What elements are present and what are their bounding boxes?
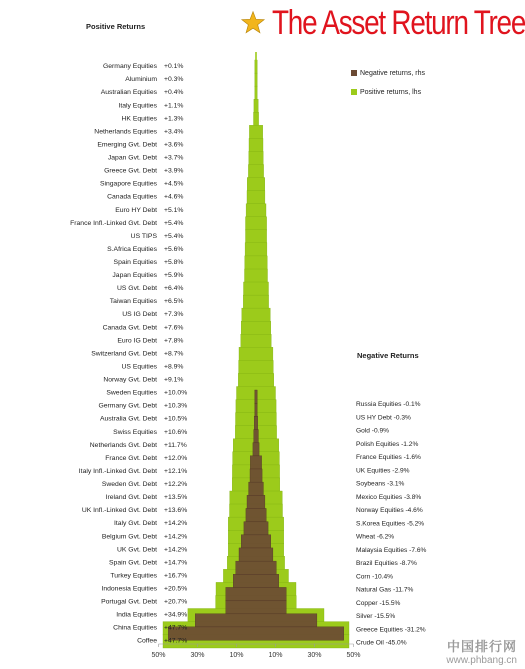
positive-returns-heading: Positive Returns (86, 22, 146, 31)
positive-value-label: +5.4% (164, 232, 184, 240)
positive-asset-label: UK Gvt. Debt (116, 546, 157, 554)
positive-value-label: +12.0% (164, 454, 188, 462)
positive-value-label: +3.6% (164, 141, 184, 149)
negative-asset-label: Soybeans -3.1% (356, 480, 405, 488)
negative-bar (195, 614, 317, 628)
negative-bar (241, 535, 271, 549)
negative-asset-label: Russia Equities -0.1% (356, 401, 421, 408)
negative-asset-label: Natural Gas -11.7% (356, 586, 414, 594)
negative-bar (226, 587, 286, 601)
positive-asset-label: Germany Gvt. Debt (98, 402, 157, 410)
watermark-url: www.phbang.cn (446, 655, 517, 666)
negative-bar (239, 548, 273, 562)
positive-asset-label: Canada Gvt. Debt (102, 324, 157, 332)
positive-value-label: +4.5% (164, 180, 184, 188)
positive-bar (255, 73, 257, 86)
positive-asset-label: HK Equities (121, 115, 157, 123)
negative-bar (246, 508, 266, 522)
negative-asset-label: Greece Equities -31.2% (356, 626, 426, 634)
positive-value-label: +0.1% (164, 63, 184, 71)
positive-bar (245, 243, 267, 256)
positive-value-label: +14.2% (164, 520, 188, 528)
positive-asset-label: Coffee (137, 637, 157, 645)
legend-label-negative: Negative returns, rhs (360, 69, 425, 77)
positive-value-label: +12.1% (164, 468, 188, 475)
positive-asset-label: Sweden Gvt. Debt (101, 481, 157, 488)
positive-asset-label: Spain Equities (113, 259, 157, 266)
chart-title: The Asset Return Tree (272, 3, 525, 42)
positive-value-label: +10.3% (164, 402, 188, 410)
x-tick-label: 10% (229, 652, 244, 659)
positive-value-label: +13.6% (164, 507, 188, 515)
positive-asset-label: Indonesia Equities (101, 585, 157, 593)
negative-asset-label: US HY Debt -0.3% (356, 414, 411, 422)
negative-asset-label: Corn -10.4% (356, 573, 394, 581)
positive-asset-label: Canada Equities (107, 193, 157, 201)
positive-bar (242, 308, 270, 321)
positive-bar (249, 125, 262, 138)
watermark-logo (446, 636, 517, 666)
positive-asset-label: S.Africa Equities (107, 245, 157, 253)
positive-value-label: +4.6% (164, 193, 184, 201)
positive-bar (246, 217, 267, 230)
positive-asset-label: Singapore Equities (99, 180, 157, 188)
negative-bar (168, 627, 343, 641)
positive-value-label: +10.5% (164, 415, 188, 423)
positive-bar (241, 321, 271, 334)
positive-value-label: +14.7% (164, 559, 188, 567)
negative-bar (249, 482, 264, 496)
positive-bar (239, 347, 273, 360)
positive-value-label: +13.5% (164, 494, 188, 502)
positive-asset-label: US Gvt. Debt (116, 285, 157, 293)
positive-value-label: +12.2% (164, 481, 188, 488)
negative-bar (250, 456, 261, 470)
tree-layers (163, 52, 349, 648)
positive-bar (246, 204, 266, 217)
positive-asset-label: France Gvt. Debt (105, 454, 157, 462)
positive-value-label: +0.4% (164, 89, 184, 97)
positive-value-label: +8.9% (164, 363, 184, 371)
negative-asset-label: Brazil Equities -8.7% (356, 560, 417, 567)
positive-asset-label: Italy Infl.-Linked Gvt. Debt (78, 468, 157, 475)
positive-asset-label: US Equities (121, 363, 157, 371)
positive-value-label: +3.9% (164, 167, 184, 175)
negative-asset-label: S.Korea Equities -5.2% (356, 520, 425, 528)
positive-value-label: +3.4% (164, 128, 184, 136)
positive-asset-label: Swiss Equities (113, 428, 157, 436)
positive-bar (249, 151, 263, 164)
negative-asset-label: Wheat -6.2% (356, 533, 395, 541)
negative-bar (255, 403, 257, 417)
x-tick-label: 50% (151, 652, 166, 659)
negative-asset-label: Silver -15.5% (356, 613, 396, 620)
positive-value-label: +47.7% (164, 624, 188, 632)
positive-value-label: +34.9% (164, 611, 188, 619)
negative-asset-label: Crude Oil -45.0% (356, 639, 407, 647)
positive-asset-label: Switzerland Gvt. Debt (91, 350, 157, 358)
positive-value-label: +5.4% (164, 219, 184, 227)
positive-asset-label: Turkey Equities (110, 572, 157, 580)
positive-value-label: +1.3% (164, 115, 184, 123)
positive-value-label: +5.8% (164, 259, 184, 266)
positive-value-label: +3.7% (164, 154, 184, 162)
positive-asset-label: Japan Gvt. Debt (107, 154, 157, 162)
x-tick-label: 30% (190, 652, 205, 659)
positive-asset-label: Spain Gvt. Debt (109, 559, 157, 567)
negative-bar (250, 469, 262, 483)
positive-asset-label: India Equities (116, 611, 157, 619)
positive-bar (238, 373, 273, 386)
positive-bar (254, 99, 258, 112)
negative-bar (253, 443, 259, 457)
positive-asset-label: Euro IG Debt (117, 337, 157, 345)
negative-bar (226, 601, 286, 615)
positive-asset-label: Australian Equities (100, 89, 157, 97)
positive-value-label: +47.7% (164, 637, 188, 645)
positive-value-label: +7.3% (164, 311, 184, 319)
positive-bar (245, 256, 268, 269)
positive-asset-label: Australia Gvt. Debt (99, 415, 157, 423)
positive-asset-label: UK Infl.-Linked Gvt. Debt (81, 507, 157, 515)
positive-asset-label: China Equities (113, 624, 157, 632)
tree-apex (255, 52, 257, 62)
negative-asset-label: Norway Equities -4.6% (356, 507, 423, 514)
positive-value-label: +5.1% (164, 206, 184, 214)
positive-asset-label: Belgium Gvt. Debt (101, 533, 157, 541)
positive-value-label: +7.6% (164, 324, 184, 332)
positive-asset-label: Ireland Gvt. Debt (105, 494, 157, 502)
positive-asset-label: Norway Gvt. Debt (103, 376, 157, 384)
positive-bar (245, 269, 268, 282)
positive-asset-label: US IG Debt (122, 311, 157, 319)
negative-bar (233, 574, 279, 588)
positive-asset-label: Netherlands Equities (94, 128, 157, 136)
negative-bar (244, 522, 268, 536)
positive-bar (239, 360, 274, 373)
positive-asset-label: Sweden Equities (106, 389, 157, 397)
positive-value-label: +9.1% (164, 376, 184, 384)
x-tick-label: 30% (307, 652, 322, 659)
positive-bar (241, 334, 271, 347)
positive-value-label: +8.7% (164, 350, 184, 358)
negative-asset-label: Copper -15.5% (356, 599, 401, 607)
positive-value-label: +6.5% (164, 298, 184, 306)
positive-value-label: +1.1% (164, 102, 184, 110)
positive-bar (255, 60, 257, 73)
positive-value-label: +14.2% (164, 533, 188, 541)
positive-value-label: +14.2% (164, 546, 188, 554)
positive-asset-label: Italy Equities (118, 102, 157, 110)
negative-returns-heading: Negative Returns (357, 351, 419, 360)
positive-asset-label: Germany Equities (102, 63, 157, 71)
negative-bar (254, 430, 259, 444)
positive-value-label: +10.6% (164, 428, 188, 436)
positive-asset-label: Italy Gvt. Debt (113, 520, 157, 528)
positive-bar (248, 165, 263, 178)
negative-bar (255, 390, 257, 404)
positive-value-label: +11.7% (164, 441, 187, 449)
positive-asset-label: Netherlands Gvt. Debt (89, 441, 157, 449)
positive-bar (255, 86, 257, 99)
positive-asset-label: Japan Equities (112, 272, 157, 280)
positive-asset-label: Emerging Gvt. Debt (97, 141, 157, 149)
positive-value-label: +6.4% (164, 285, 184, 293)
x-tick-label: 50% (346, 652, 361, 659)
positive-bar (244, 282, 269, 295)
negative-asset-label: Malaysia Equities -7.6% (356, 546, 427, 554)
negative-bar (254, 416, 258, 430)
positive-value-label: +0.3% (164, 76, 184, 84)
legend-label-positive: Positive returns, lhs (360, 88, 422, 96)
positive-asset-label: Aluminium (125, 76, 157, 84)
negative-asset-label: UK Equities -2.9% (356, 467, 410, 475)
positive-bar (247, 178, 265, 191)
negative-asset-label: France Equities -1.6% (356, 454, 421, 461)
negative-bar (236, 561, 277, 575)
positive-value-label: +20.7% (164, 598, 188, 606)
positive-bar (246, 230, 267, 243)
positive-value-label: +10.0% (164, 389, 188, 397)
positive-asset-label: US TIPS (130, 232, 157, 240)
negative-asset-label: Mexico Equities -3.8% (356, 493, 422, 501)
positive-asset-label: France Infl.-Linked Gvt. Debt (70, 219, 157, 227)
positive-value-label: +16.7% (164, 572, 188, 580)
positive-value-label: +20.5% (164, 585, 188, 593)
positive-asset-label: Taiwan Equities (109, 298, 157, 306)
negative-asset-label: Polish Equities -1.2% (356, 440, 419, 448)
positive-bar (243, 295, 268, 308)
negative-bar (247, 495, 265, 509)
positive-bar (254, 112, 259, 125)
x-tick-label: 10% (268, 652, 283, 659)
positive-bar (249, 138, 263, 151)
negative-asset-label: Gold -0.9% (356, 427, 389, 435)
positive-asset-label: Greece Gvt. Debt (104, 167, 157, 175)
positive-bar (247, 191, 265, 204)
positive-asset-label: Portugal Gvt. Debt (101, 598, 157, 606)
positive-value-label: +5.9% (164, 272, 184, 280)
positive-asset-label: Euro HY Debt (115, 206, 157, 214)
positive-value-label: +7.8% (164, 337, 184, 345)
watermark-site-name: 中国排行网 (446, 639, 517, 654)
positive-value-label: +5.6% (164, 245, 184, 253)
